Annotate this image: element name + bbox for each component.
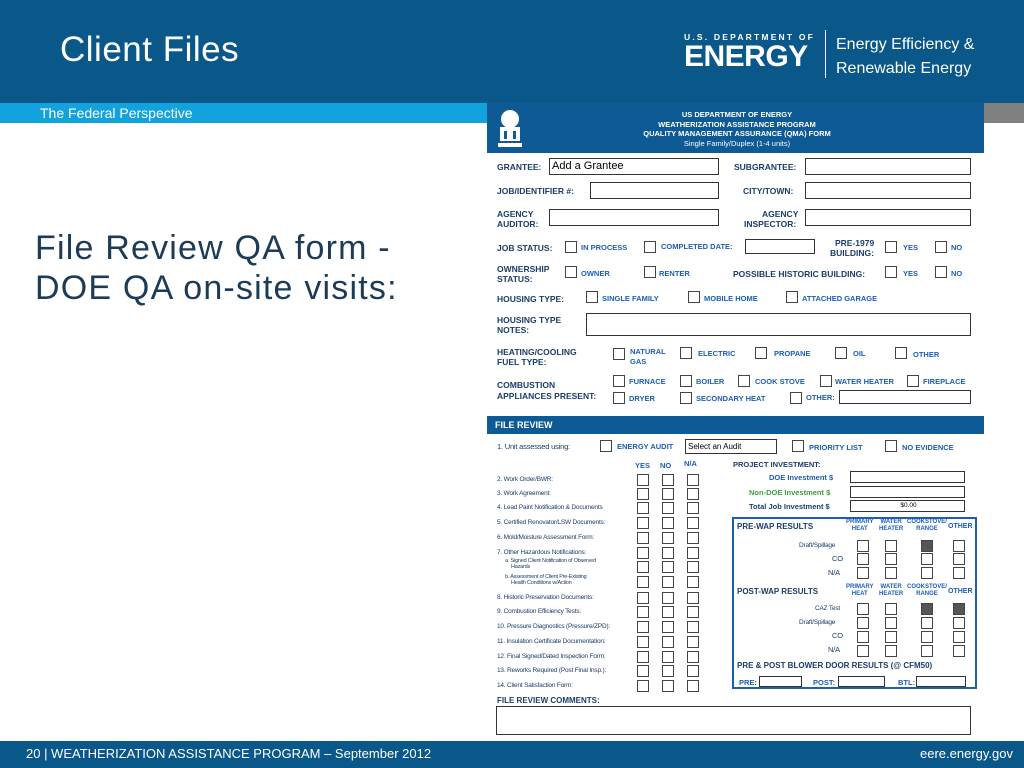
water-heater-label: WATER HEATER bbox=[835, 377, 894, 386]
pre-cookstove-2: RANGE bbox=[916, 526, 938, 532]
item-8: 8. Historic Preservation Documents: bbox=[497, 594, 594, 601]
cook-stove-label: COOK STOVE bbox=[755, 377, 805, 386]
auditor-label-2: AUDITOR: bbox=[497, 219, 539, 229]
result-checkbox[interactable] bbox=[885, 567, 897, 579]
grey-accent bbox=[984, 103, 1024, 123]
heating-label-2: FUEL TYPE: bbox=[497, 357, 547, 367]
blower-post-label: POST: bbox=[813, 678, 836, 687]
review-checkbox[interactable] bbox=[637, 488, 649, 500]
pre-cookstove-1: COOKSTOVE/ bbox=[907, 519, 947, 525]
grantee-input[interactable]: Add a Grantee bbox=[549, 158, 719, 175]
pre1979-yes-checkbox[interactable] bbox=[885, 241, 897, 253]
review-checkbox[interactable] bbox=[637, 576, 649, 588]
historic-no-label: NO bbox=[951, 269, 963, 278]
eere-line2: Renewable Energy bbox=[836, 60, 972, 77]
post-draft-label: Draft/Spillage bbox=[799, 619, 836, 626]
post-co-label: CO bbox=[832, 631, 843, 640]
slide-subtitle: The Federal Perspective bbox=[40, 105, 193, 121]
review-checkbox[interactable] bbox=[637, 665, 649, 677]
housing-notes-label-2: NOTES: bbox=[497, 325, 530, 335]
post-water-heater-1: WATER bbox=[880, 584, 902, 590]
total-investment-label: Total Job Investment $ bbox=[749, 502, 830, 511]
dryer-checkbox[interactable] bbox=[613, 392, 625, 404]
result-checkbox[interactable] bbox=[857, 617, 869, 629]
item-10: 10. Pressure Diagnostics (Pressure/ZPD): bbox=[497, 623, 611, 630]
pre-draft-label: Draft/Spillage bbox=[799, 542, 836, 549]
review-checkbox[interactable] bbox=[662, 636, 674, 648]
item-4: 4. Lead Paint Notification & Documents bbox=[497, 504, 603, 511]
review-checkbox[interactable] bbox=[687, 561, 699, 573]
result-checkbox[interactable] bbox=[857, 553, 869, 565]
historic-no-checkbox[interactable] bbox=[935, 266, 947, 278]
review-checkbox[interactable] bbox=[687, 651, 699, 663]
review-checkbox[interactable] bbox=[637, 547, 649, 559]
natural-gas-checkbox[interactable] bbox=[613, 348, 625, 360]
review-checkbox[interactable] bbox=[662, 547, 674, 559]
pre1979-label-2: BUILDING: bbox=[830, 248, 874, 258]
review-checkbox[interactable] bbox=[687, 474, 699, 486]
review-checkbox[interactable] bbox=[687, 576, 699, 588]
boiler-label: BOILER bbox=[696, 377, 725, 386]
unit-assessed-label: 1. Unit assessed using: bbox=[497, 442, 570, 451]
review-checkbox[interactable] bbox=[637, 621, 649, 633]
natural-gas-label-2: GAS bbox=[630, 357, 647, 366]
secondary-heat-checkbox[interactable] bbox=[680, 392, 692, 404]
result-checkbox[interactable] bbox=[921, 567, 933, 579]
result-checkbox[interactable] bbox=[953, 631, 965, 643]
natural-gas-label-1: NATURAL bbox=[630, 347, 666, 356]
result-checkbox[interactable] bbox=[921, 645, 933, 657]
lead-line1: File Review QA form - bbox=[35, 229, 391, 267]
review-checkbox[interactable] bbox=[687, 606, 699, 618]
slide-title: Client Files bbox=[60, 30, 240, 69]
result-checkbox[interactable] bbox=[953, 540, 965, 552]
subgrantee-label: SUBGRANTEE: bbox=[734, 162, 797, 172]
result-checkbox[interactable] bbox=[885, 631, 897, 643]
other-appliance-input[interactable] bbox=[839, 390, 971, 404]
comments-label: FILE REVIEW COMMENTS: bbox=[497, 696, 600, 705]
result-checkbox[interactable] bbox=[953, 567, 965, 579]
completed-date-input[interactable] bbox=[745, 239, 815, 254]
pre1979-yes-label: YES bbox=[903, 243, 919, 252]
no-evidence-checkbox[interactable] bbox=[885, 440, 897, 452]
item-5: 5. Certified Renovator/LSW Documents: bbox=[497, 519, 606, 526]
footer-bar bbox=[0, 741, 1024, 768]
water-heater-checkbox[interactable] bbox=[820, 375, 832, 387]
other-appliance-label: OTHER: bbox=[806, 393, 835, 402]
doe-logo bbox=[684, 32, 815, 72]
other-fuel-checkbox[interactable] bbox=[895, 347, 907, 359]
pre-water-heater-1: WATER bbox=[880, 519, 902, 525]
city-input[interactable] bbox=[805, 182, 971, 199]
form-h3: QUALITY MANAGEMENT ASSURANCE (QMA) FORM bbox=[643, 129, 831, 138]
blower-post-input[interactable] bbox=[838, 676, 885, 687]
job-id-label: JOB/IDENTIFIER #: bbox=[497, 186, 574, 196]
review-checkbox[interactable] bbox=[687, 488, 699, 500]
item-6: 6. Mold/Moisture Assessment Form: bbox=[497, 534, 595, 541]
propane-label: PROPANE bbox=[774, 349, 811, 358]
result-checkbox[interactable] bbox=[921, 553, 933, 565]
post-cookstove-1: COOKSTOVE/ bbox=[907, 584, 947, 590]
footer-url[interactable]: eere.energy.gov bbox=[920, 746, 1013, 761]
eere-line1: Energy Efficiency & bbox=[836, 36, 975, 53]
heating-label-1: HEATING/COOLING bbox=[497, 347, 577, 357]
review-checkbox[interactable] bbox=[687, 532, 699, 544]
other-appliance-checkbox[interactable] bbox=[790, 392, 802, 404]
doe-seal-icon bbox=[495, 107, 525, 149]
review-checkbox[interactable] bbox=[687, 621, 699, 633]
project-investment-label: PROJECT INVESTMENT: bbox=[733, 460, 821, 469]
attached-garage-label: ATTACHED GARAGE bbox=[802, 294, 878, 303]
priority-list-checkbox[interactable] bbox=[792, 440, 804, 452]
review-checkbox[interactable] bbox=[687, 547, 699, 559]
review-checkbox[interactable] bbox=[687, 592, 699, 604]
result-checkbox[interactable] bbox=[885, 603, 897, 615]
housing-notes-label-1: HOUSING TYPE bbox=[497, 315, 562, 325]
mobile-home-checkbox[interactable] bbox=[688, 291, 700, 303]
result-checkbox[interactable] bbox=[953, 645, 965, 657]
doe-investment-label: DOE Investment $ bbox=[769, 473, 834, 482]
energy-audit-checkbox[interactable] bbox=[600, 440, 612, 452]
review-checkbox[interactable] bbox=[662, 576, 674, 588]
in-process-label: IN PROCESS bbox=[581, 243, 628, 252]
comments-input[interactable] bbox=[496, 706, 971, 735]
item-7: 7. Other Hazardous Notifications: bbox=[497, 549, 587, 556]
result-checkbox[interactable] bbox=[953, 553, 965, 565]
item-7a-cont: Hazards bbox=[511, 564, 531, 570]
historic-yes-label: YES bbox=[903, 269, 919, 278]
completed-date-label: COMPLETED DATE: bbox=[661, 242, 733, 251]
review-checkbox[interactable] bbox=[637, 636, 649, 648]
pre-water-heater-2: HEATER bbox=[879, 526, 904, 532]
nondoe-investment-input[interactable] bbox=[850, 486, 965, 498]
pre-co-label: CO bbox=[832, 554, 843, 563]
review-checkbox[interactable] bbox=[687, 665, 699, 677]
pre1979-label-1: PRE-1979 bbox=[835, 238, 875, 248]
housing-type-label: HOUSING TYPE: bbox=[497, 294, 565, 304]
review-checkbox[interactable] bbox=[637, 651, 649, 663]
other-fuel-label: OTHER bbox=[913, 350, 940, 359]
secondary-heat-label: SECONDARY HEAT bbox=[696, 394, 766, 403]
no-evidence-label: NO EVIDENCE bbox=[902, 443, 954, 452]
mobile-home-label: MOBILE HOME bbox=[704, 294, 758, 303]
post-wap-label: POST-WAP RESULTS bbox=[737, 587, 819, 596]
in-process-checkbox[interactable] bbox=[565, 241, 577, 253]
review-checkbox[interactable] bbox=[637, 592, 649, 604]
review-checkbox[interactable] bbox=[662, 561, 674, 573]
review-checkbox[interactable] bbox=[662, 606, 674, 618]
item-7b: b. Assessment of Client Pre-Existing bbox=[505, 574, 587, 580]
item-9: 9. Combustion Efficiency Tests: bbox=[497, 608, 581, 615]
review-checkbox[interactable] bbox=[687, 636, 699, 648]
result-checkbox[interactable] bbox=[885, 540, 897, 552]
dryer-label: DRYER bbox=[629, 394, 655, 403]
auditor-label-1: AGENCY bbox=[497, 209, 534, 219]
form-header-lines bbox=[597, 110, 877, 139]
review-checkbox[interactable] bbox=[662, 665, 674, 677]
review-checkbox[interactable] bbox=[637, 606, 649, 618]
qma-form-image bbox=[487, 103, 984, 741]
blower-pre-label: PRE: bbox=[739, 678, 757, 687]
col-no-label: NO bbox=[660, 461, 672, 470]
energy-audit-label: ENERGY AUDIT bbox=[617, 442, 674, 451]
pre-primary-heat-2: HEAT bbox=[851, 526, 868, 532]
propane-checkbox[interactable] bbox=[755, 347, 767, 359]
pre-cookstove bbox=[907, 519, 947, 533]
item-2: 2. Work Order/BWR: bbox=[497, 476, 553, 483]
review-checkbox[interactable] bbox=[637, 680, 649, 692]
review-checkbox[interactable] bbox=[662, 502, 674, 514]
result-checkbox[interactable] bbox=[953, 617, 965, 629]
pre1979-no-checkbox[interactable] bbox=[935, 241, 947, 253]
inspector-label-1: AGENCY bbox=[762, 209, 799, 219]
caz-label: CAZ Test bbox=[815, 605, 841, 612]
logo-dept: U.S. DEPARTMENT OF bbox=[684, 32, 816, 42]
fireplace-label: FIREPLACE bbox=[923, 377, 966, 386]
item-14: 14. Client Satisfaction Form: bbox=[497, 682, 573, 689]
housing-notes-input[interactable] bbox=[586, 313, 971, 336]
ownership-label-1: OWNERSHIP bbox=[497, 264, 550, 274]
pre-primary-heat-1: PRIMARY bbox=[846, 519, 874, 525]
pre-na-label: N/A bbox=[828, 568, 840, 577]
form-header bbox=[487, 103, 984, 153]
grantee-label: GRANTEE: bbox=[497, 162, 542, 172]
result-checkbox[interactable] bbox=[857, 540, 869, 552]
result-checkbox[interactable] bbox=[885, 645, 897, 657]
historic-label: POSSIBLE HISTORIC BUILDING: bbox=[733, 269, 866, 279]
review-checkbox[interactable] bbox=[662, 651, 674, 663]
doe-investment-input[interactable] bbox=[850, 471, 965, 483]
logo-divider bbox=[825, 30, 826, 78]
post-primary-heat bbox=[846, 584, 873, 598]
blower-btl-input[interactable] bbox=[916, 676, 966, 687]
form-h1: US DEPARTMENT OF ENERGY bbox=[681, 110, 793, 119]
cook-stove-checkbox[interactable] bbox=[738, 375, 750, 387]
logo-energy: ENERGY bbox=[684, 40, 808, 73]
furnace-checkbox[interactable] bbox=[613, 375, 625, 387]
job-id-input[interactable] bbox=[590, 182, 719, 199]
pre-other: OTHER bbox=[948, 523, 973, 530]
electric-label: ELECTRIC bbox=[698, 349, 736, 358]
review-checkbox[interactable] bbox=[662, 474, 674, 486]
furnace-label: FURNACE bbox=[629, 377, 666, 386]
review-checkbox[interactable] bbox=[687, 517, 699, 529]
post-primary-heat-2: HEAT bbox=[851, 591, 868, 597]
audit-select[interactable]: Select an Audit bbox=[685, 439, 777, 454]
boiler-checkbox[interactable] bbox=[680, 375, 692, 387]
pre-wap-label: PRE-WAP RESULTS bbox=[737, 522, 814, 531]
result-checkbox[interactable] bbox=[857, 631, 869, 643]
owner-label: OWNER bbox=[581, 269, 610, 278]
lead-text bbox=[35, 228, 398, 308]
review-checkbox[interactable] bbox=[662, 532, 674, 544]
eere-logo-text bbox=[836, 33, 974, 81]
result-checkbox[interactable] bbox=[921, 617, 933, 629]
blower-btl-label: BTL: bbox=[898, 678, 916, 687]
review-checkbox[interactable] bbox=[687, 502, 699, 514]
review-checkbox[interactable] bbox=[662, 488, 674, 500]
result-checkbox[interactable] bbox=[953, 603, 965, 615]
review-checkbox[interactable] bbox=[662, 680, 674, 692]
item-3: 3. Work Agreement: bbox=[497, 490, 551, 497]
job-status-label: JOB STATUS: bbox=[497, 243, 553, 253]
attached-garage-checkbox[interactable] bbox=[786, 291, 798, 303]
item-7a: a. Signed Client Notification of Observed bbox=[505, 558, 596, 564]
ownership-label-2: STATUS: bbox=[497, 274, 533, 284]
post-water-heater-2: HEATER bbox=[879, 591, 904, 597]
footer-left-text: 20 | WEATHERIZATION ASSISTANCE PROGRAM – September 2012 bbox=[26, 746, 432, 761]
inspector-label-2: INSPECTOR: bbox=[744, 219, 797, 229]
completed-checkbox[interactable] bbox=[644, 241, 656, 253]
pre-primary-heat bbox=[846, 519, 873, 533]
pre-water-heater bbox=[879, 519, 903, 533]
result-checkbox[interactable] bbox=[857, 603, 869, 615]
result-checkbox[interactable] bbox=[921, 631, 933, 643]
oil-label: OIL bbox=[853, 349, 866, 358]
combustion-label-1: COMBUSTION bbox=[497, 380, 556, 390]
result-checkbox[interactable] bbox=[885, 553, 897, 565]
nondoe-investment-label: Non-DOE Investment $ bbox=[749, 488, 831, 497]
blower-pre-input[interactable] bbox=[759, 676, 802, 687]
pre1979-no-label: NO bbox=[951, 243, 963, 252]
review-checkbox[interactable] bbox=[662, 592, 674, 604]
blower-door-label: PRE & POST BLOWER DOOR RESULTS (@ CFM50) bbox=[737, 661, 933, 670]
item-7b-cont: Health Conditions w/Action bbox=[511, 580, 572, 586]
auditor-input[interactable] bbox=[549, 209, 719, 226]
review-checkbox[interactable] bbox=[662, 517, 674, 529]
result-checkbox[interactable] bbox=[921, 603, 933, 615]
renter-checkbox[interactable] bbox=[644, 266, 656, 278]
single-family-label: SINGLE FAMILY bbox=[602, 294, 659, 303]
post-na-label: N/A bbox=[828, 645, 840, 654]
electric-checkbox[interactable] bbox=[680, 347, 692, 359]
review-checkbox[interactable] bbox=[637, 502, 649, 514]
historic-yes-checkbox[interactable] bbox=[885, 266, 897, 278]
single-family-checkbox[interactable] bbox=[586, 291, 598, 303]
form-h4: Single Family/Duplex (1-4 units) bbox=[683, 139, 791, 148]
result-checkbox[interactable] bbox=[885, 617, 897, 629]
post-cookstove bbox=[907, 584, 947, 598]
post-primary-heat-1: PRIMARY bbox=[846, 584, 874, 590]
item-11: 11. Insulation Certificate Documentation: bbox=[497, 638, 606, 645]
col-na-label: N/A bbox=[684, 459, 697, 468]
priority-list-label: PRIORITY LIST bbox=[809, 443, 863, 452]
result-checkbox[interactable] bbox=[921, 540, 933, 552]
fireplace-checkbox[interactable] bbox=[907, 375, 919, 387]
form-h2: WEATHERIZATION ASSISTANCE PROGRAM bbox=[658, 119, 816, 129]
lead-line2: DOE QA on-site visits: bbox=[35, 269, 398, 307]
review-checkbox[interactable] bbox=[662, 621, 674, 633]
post-other: OTHER bbox=[948, 588, 973, 595]
review-checkbox[interactable] bbox=[637, 532, 649, 544]
owner-checkbox[interactable] bbox=[565, 266, 577, 278]
col-yes-label: YES bbox=[635, 461, 651, 470]
city-label: CITY/TOWN: bbox=[743, 186, 794, 196]
review-checkbox[interactable] bbox=[687, 680, 699, 692]
subtitle-bar bbox=[0, 103, 487, 123]
post-cookstove-2: RANGE bbox=[916, 591, 938, 597]
review-checkbox[interactable] bbox=[637, 474, 649, 486]
renter-label: RENTER bbox=[659, 269, 690, 278]
review-checkbox[interactable] bbox=[637, 561, 649, 573]
combustion-label-2: APPLIANCES PRESENT: bbox=[497, 391, 597, 401]
result-checkbox[interactable] bbox=[857, 645, 869, 657]
post-water-heater bbox=[879, 584, 903, 598]
item-13: 13. Reworks Required (Post Final Insp.): bbox=[497, 667, 607, 674]
total-investment-value: $0.00 bbox=[850, 500, 965, 512]
result-checkbox[interactable] bbox=[857, 567, 869, 579]
file-review-header: FILE REVIEW bbox=[487, 416, 984, 434]
review-checkbox[interactable] bbox=[637, 517, 649, 529]
item-12: 12. Final Signed/Dated Inspection Form: bbox=[497, 653, 606, 660]
subgrantee-input[interactable] bbox=[805, 158, 971, 175]
oil-checkbox[interactable] bbox=[835, 347, 847, 359]
inspector-input[interactable] bbox=[805, 209, 971, 226]
